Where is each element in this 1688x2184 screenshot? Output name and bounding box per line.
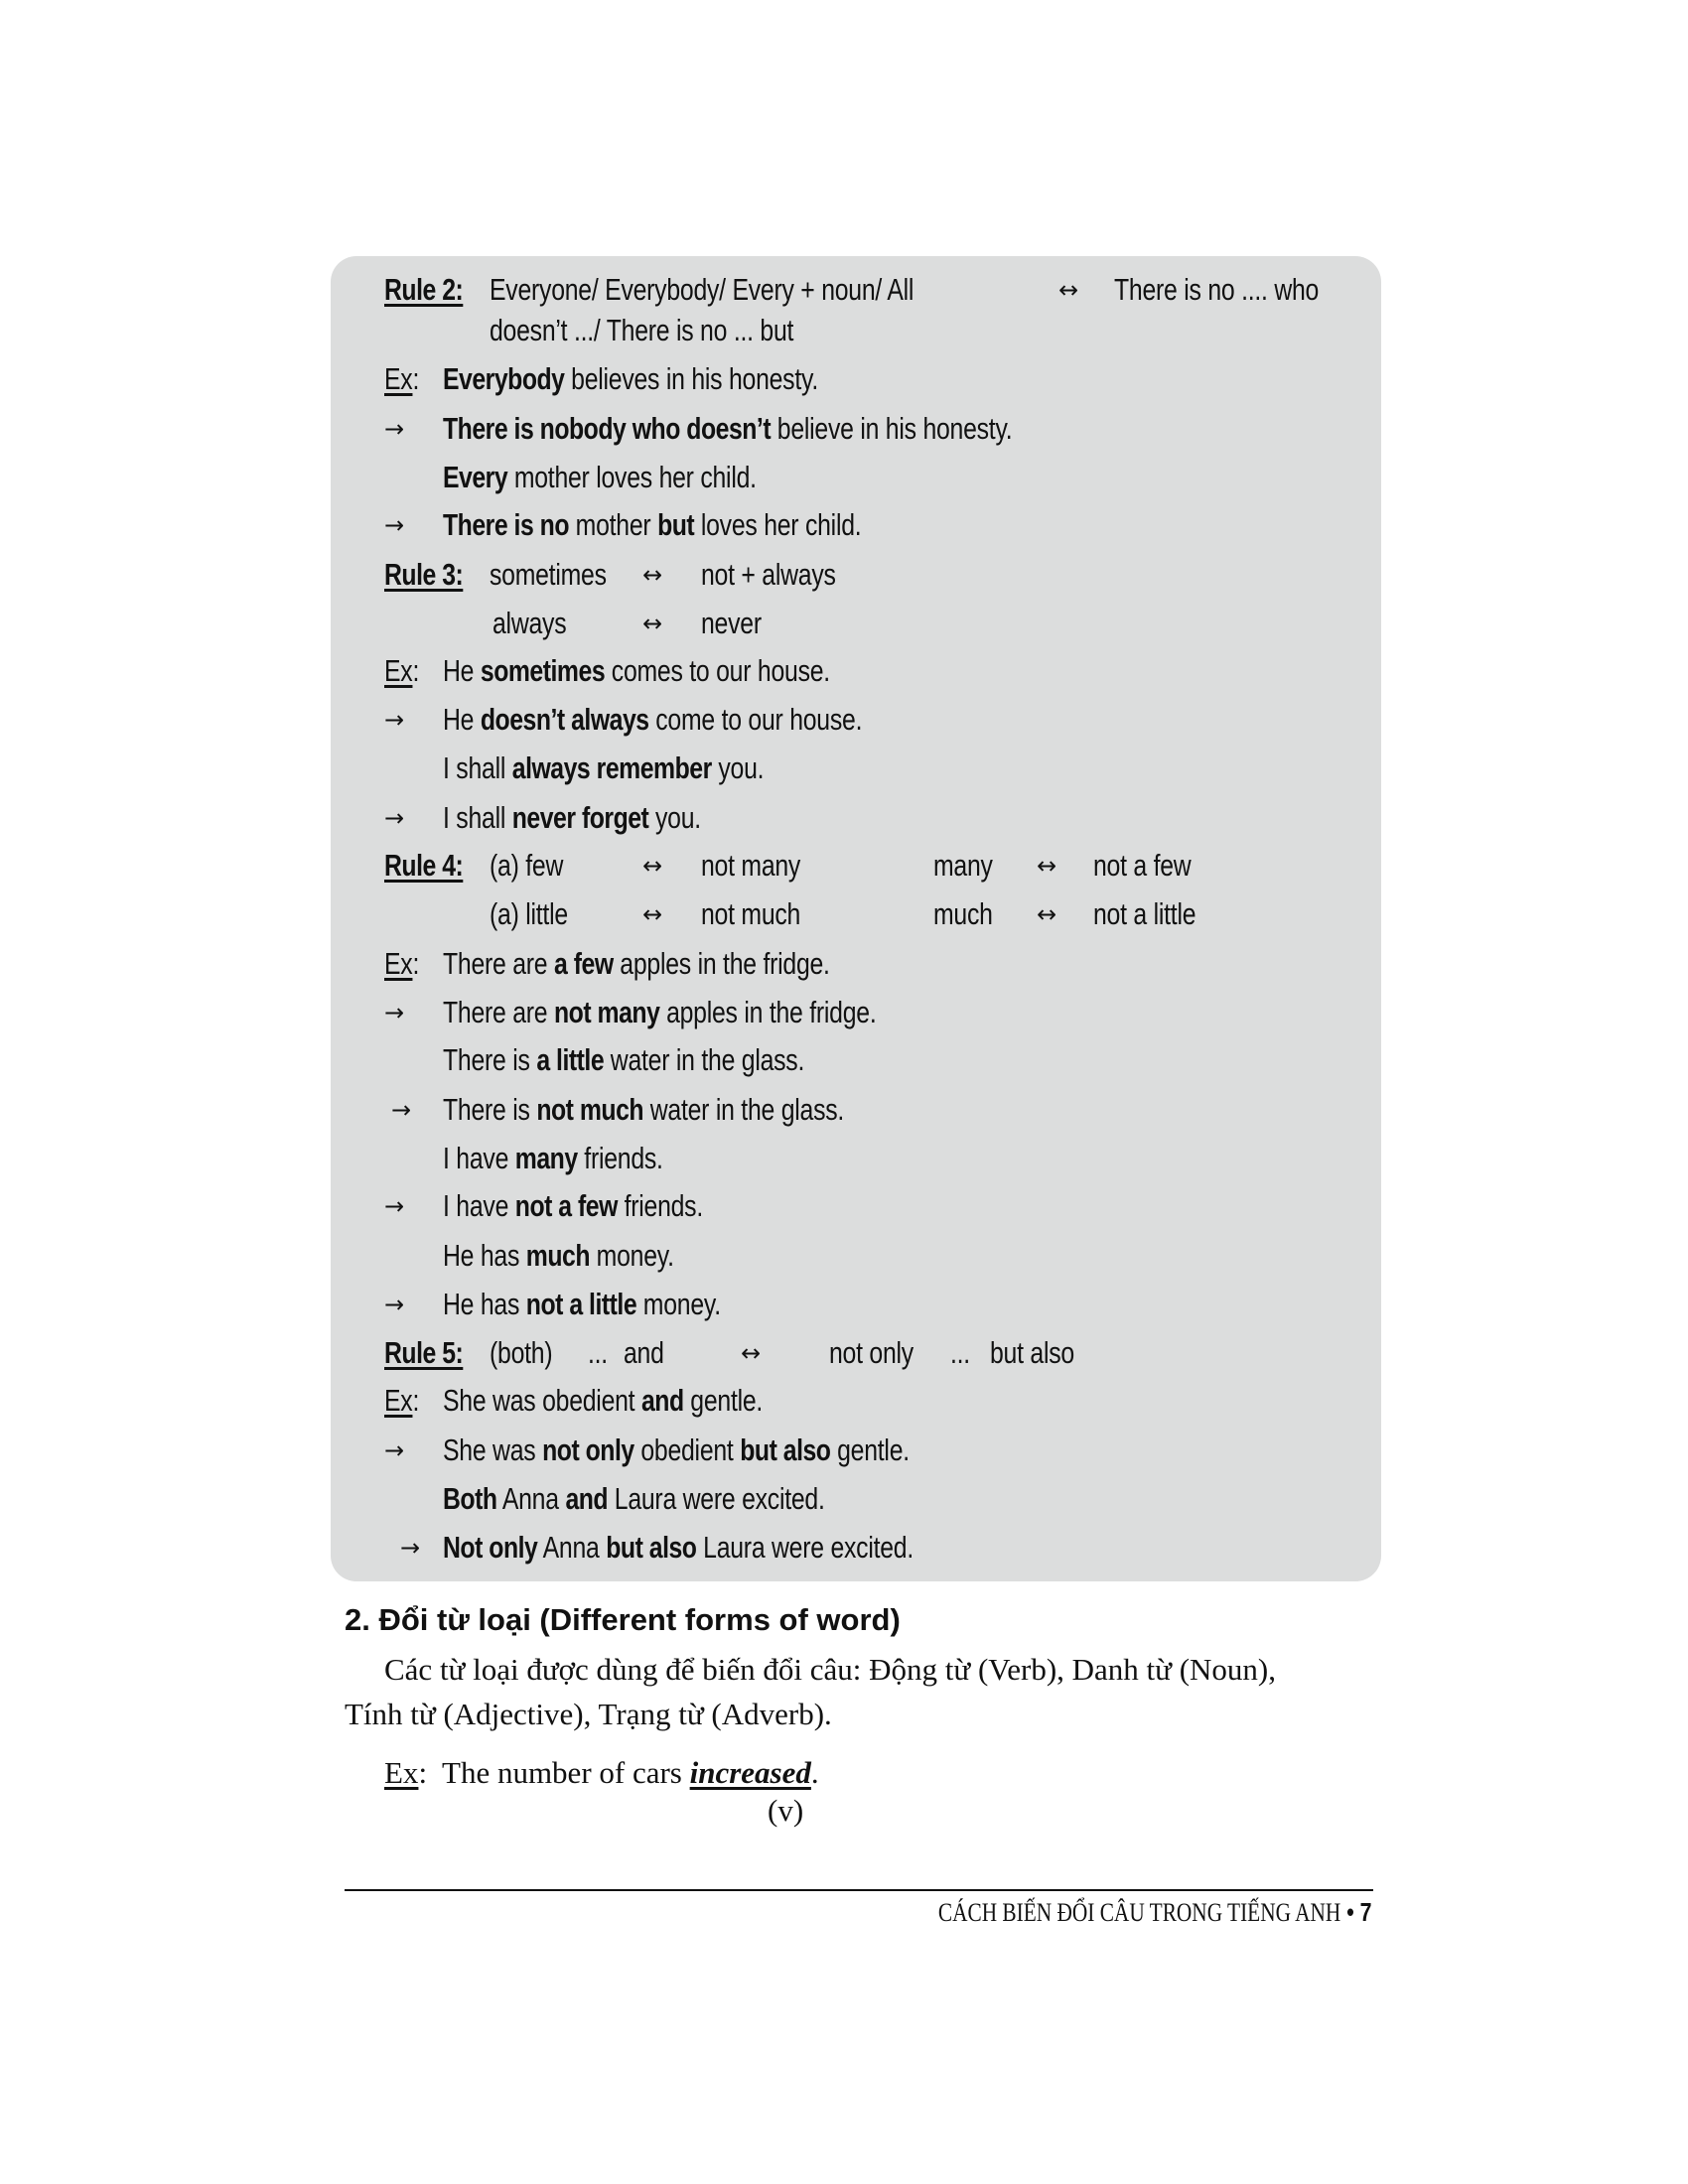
rule3-label: Rule 3: [384,557,464,592]
paragraph-line: Các từ loại được dùng để biến đổi câu: Động từ (Verb), Danh từ (Noun), [384,1652,1277,1687]
double-arrow-icon: ↔ [1037,900,1057,928]
ex-label: Ex: [384,653,420,688]
double-arrow-icon: ↔ [642,610,663,637]
rule4-label: Rule 4: [384,848,464,883]
ex-label: Ex: [384,946,420,981]
rule5-a4: not only [829,1335,914,1370]
section-example: Ex: The number of cars increased. [384,1755,819,1790]
rule2-cont: doesn’t .../ There is no ... but [490,313,794,347]
result-line: I shall never forget you. [443,800,701,835]
result-line: There is no mother but loves her child. [443,507,862,542]
example-line: There is a little water in the glass. [443,1042,805,1077]
page-footer: CÁCH BIẾN ĐỔI CÂU TRONG TIẾNG ANH • 7 [938,1897,1372,1927]
double-arrow-icon: ↔ [642,900,663,928]
right-arrow-icon: → [384,1291,405,1318]
rule4-a1: (a) few [490,848,564,883]
result-line: She was not only obedient but also gentle. [443,1433,910,1467]
result-line: He doesn’t always come to our house. [443,702,863,737]
result-line: There is not much water in the glass. [443,1092,845,1127]
part-of-speech-label: (v) [768,1793,804,1828]
example-line: She was obedient and gentle. [443,1383,764,1418]
example-line: Everybody believes in his honesty. [443,361,818,396]
right-arrow-icon: → [400,1534,421,1562]
rule5-a6: but also [990,1335,1074,1370]
rule2-left: Everyone/ Everybody/ Every + noun/ All [490,272,914,307]
example-line: I have many friends. [443,1141,663,1175]
rule4-b1: (a) little [490,896,568,931]
right-arrow-icon: → [384,1192,405,1220]
paragraph-line: Tính từ (Adjective), Trạng từ (Adverb). [345,1697,832,1731]
rule3-b1: always [492,606,567,640]
example-line: Every mother loves her child. [443,460,757,494]
double-arrow-icon: ↔ [1058,276,1079,304]
rule2-label: Rule 2: [384,272,464,307]
rule5-a2: ... [588,1335,608,1370]
right-arrow-icon: → [384,706,405,734]
rule4-b4: not a little [1093,896,1196,931]
result-line: There are not many apples in the fridge. [443,995,877,1029]
result-line: He has not a little money. [443,1287,721,1321]
result-line: There is nobody who doesn’t believe in his honesty. [443,411,1013,446]
rule3-a1: sometimes [490,557,607,592]
example-line: There are a few apples in the fridge. [443,946,830,981]
double-arrow-icon: ↔ [642,561,663,589]
rule5-label: Rule 5: [384,1335,464,1370]
result-line: I have not a few friends. [443,1188,703,1223]
page-number: 7 [1360,1897,1372,1927]
rule3-a2: not + always [701,557,836,592]
rule5-a3: and [624,1335,664,1370]
ex-label: Ex: [384,361,420,396]
rule5-a5: ... [950,1335,970,1370]
right-arrow-icon: → [384,1436,405,1464]
right-arrow-icon: → [391,1096,412,1124]
right-arrow-icon: → [384,415,405,443]
rule2-right: There is no .... who [1114,272,1320,307]
rule4-a3: many [933,848,993,883]
ex-label: Ex: [384,1383,420,1418]
right-arrow-icon: → [384,999,405,1026]
right-arrow-icon: → [384,511,405,539]
result-line: Not only Anna but also Laura were excited. [443,1530,914,1565]
right-arrow-icon: → [384,804,405,832]
rule4-a2: not many [701,848,801,883]
rule4-b2: not much [701,896,801,931]
section-heading: 2. Đổi từ loại (Different forms of word) [345,1602,901,1637]
example-line: He has much money. [443,1238,674,1273]
rule4-b3: much [933,896,993,931]
footer-divider [345,1889,1373,1891]
example-line: I shall always remember you. [443,751,765,785]
double-arrow-icon: ↔ [642,852,663,880]
example-line: Both Anna and Laura were excited. [443,1481,825,1516]
double-arrow-icon: ↔ [741,1339,762,1367]
rule3-b2: never [701,606,762,640]
example-line: He sometimes comes to our house. [443,653,830,688]
double-arrow-icon: ↔ [1037,852,1057,880]
rule5-a1: (both) [490,1335,553,1370]
rule4-a4: not a few [1093,848,1192,883]
